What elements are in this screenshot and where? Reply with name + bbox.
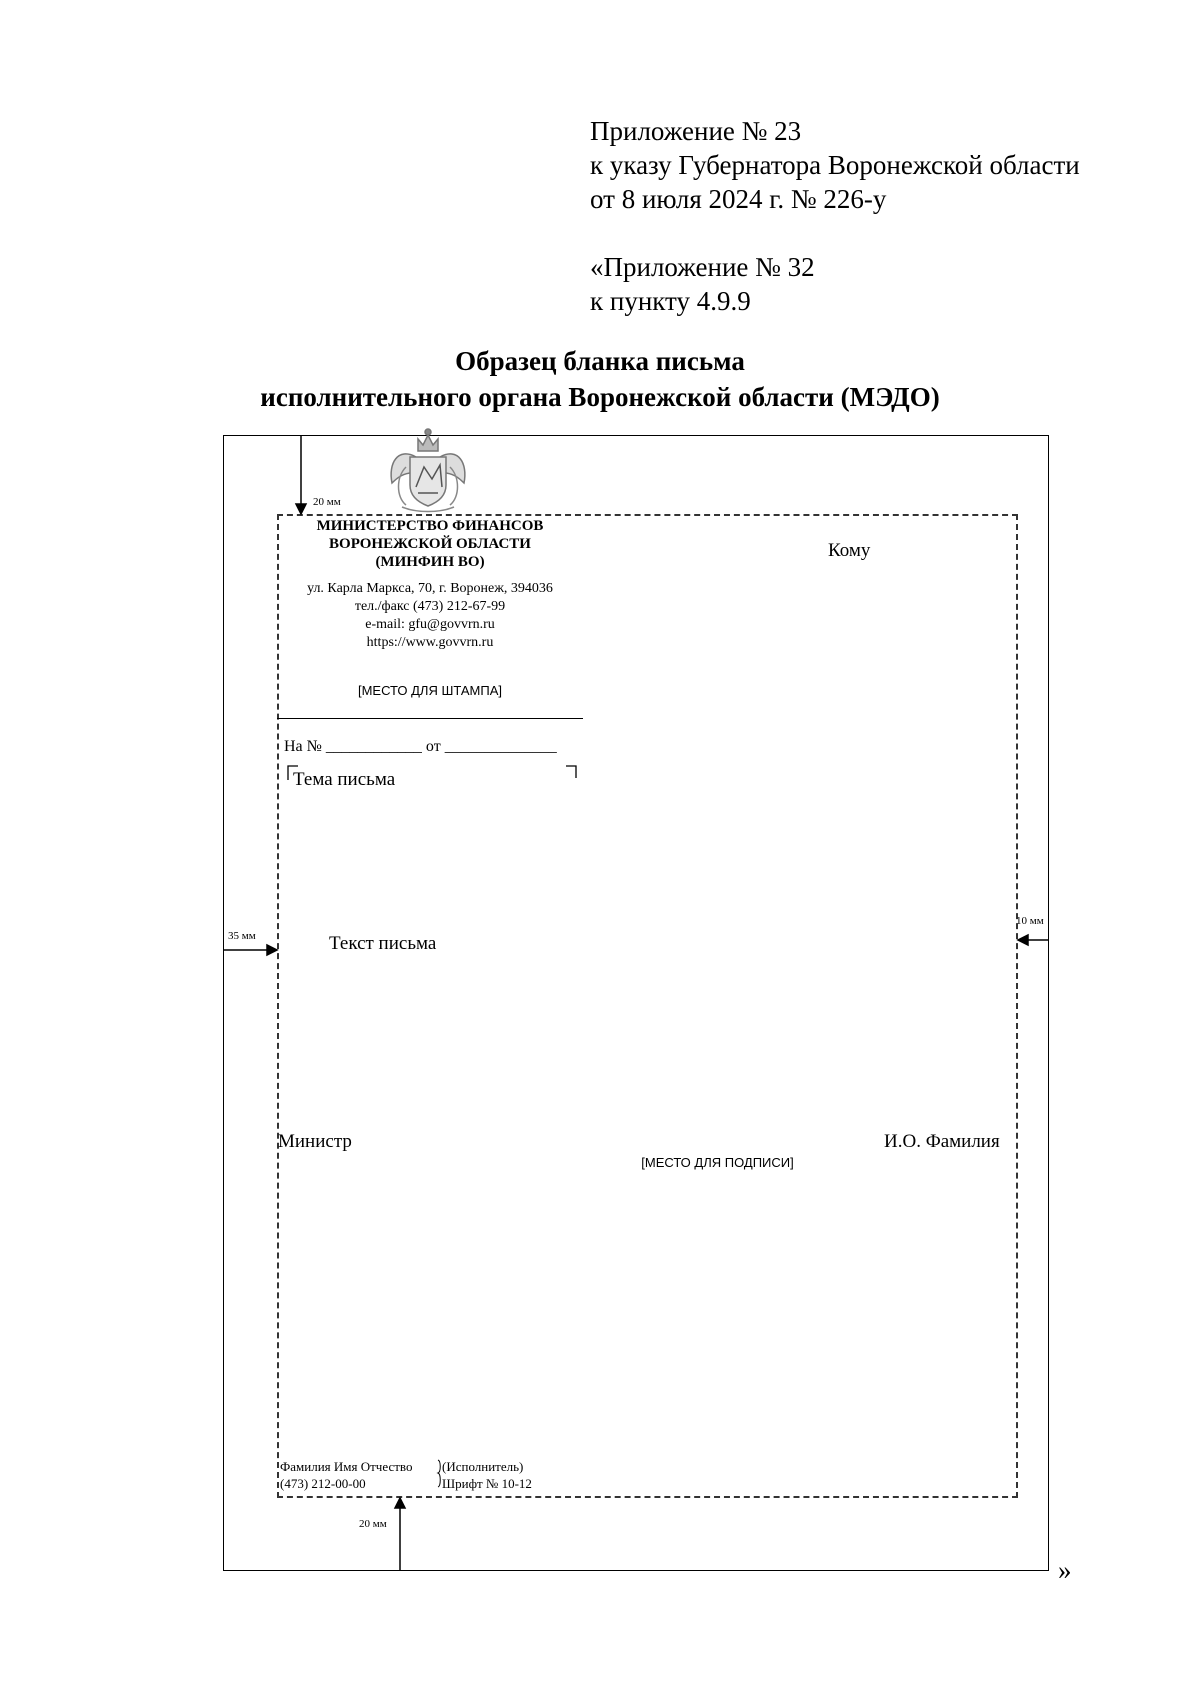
appendix-line-5: к пункту 4.9.9 [590, 286, 751, 316]
letterhead-contacts [277, 580, 583, 652]
recipient-label: Кому [828, 540, 871, 561]
appendix-line-3: от 8 июля 2024 г. № 226-у [590, 184, 887, 214]
appendix-line-4: «Приложение № 32 [590, 252, 815, 282]
closing-quote: » [1058, 1555, 1072, 1585]
dimension-bottom-label: 20 мм [359, 1518, 387, 1530]
dimension-right-label: 10 мм [1016, 915, 1044, 927]
executor-brace [438, 1460, 440, 1487]
org-phone: тел./факс (473) 212-67-99 [354, 599, 506, 614]
signer-position: Министр [278, 1131, 352, 1152]
stamp-placeholder: [МЕСТО ДЛЯ ШТАМПА] [357, 683, 503, 698]
reference-line: На № ____________ от ______________ [284, 738, 557, 755]
dimension-left-label: 35 мм [228, 930, 256, 942]
org-line-1: МИНИСТЕРСТВО ФИНАНСОВ [316, 518, 544, 534]
letter-body-text: Текст письма [329, 933, 437, 954]
executor-name: Фамилия Имя Отчество [280, 1459, 413, 1474]
letterhead-organization [277, 517, 583, 571]
org-email: e-mail: gfu@govvrn.ru [365, 617, 495, 632]
executor-phone: (473) 212-00-00 [280, 1476, 366, 1491]
dimension-right-arrow [1018, 935, 1049, 945]
letter-subject: Тема письма [293, 769, 396, 790]
signer-name: И.О. Фамилия [884, 1131, 1000, 1152]
org-address: ул. Карла Маркса, 70, г. Воронеж, 394036 [307, 581, 553, 596]
coat-of-arms-voronezh-icon [391, 429, 465, 512]
title-line-1: Образец бланка письма [455, 346, 745, 376]
executor-role-note: (Исполнитель) [442, 1459, 524, 1474]
title-line-2: исполнительного органа Воронежской области (МЭДО) [260, 382, 940, 412]
executor-font-note: Шрифт № 10-12 [442, 1476, 532, 1491]
dimension-left-arrow [223, 945, 277, 955]
org-website: https://www.govvrn.ru [366, 635, 494, 650]
letterhead-divider [277, 718, 583, 719]
dimension-top-arrow [296, 436, 306, 514]
appendix-line-1: Приложение № 23 [590, 116, 802, 146]
org-line-2: ВОРОНЕЖСКОЙ ОБЛАСТИ [329, 536, 531, 552]
dimension-top-label: 20 мм [313, 496, 341, 508]
signature-placeholder: [МЕСТО ДЛЯ ПОДПИСИ] [641, 1155, 794, 1170]
org-line-3: (МИНФИН ВО) [375, 554, 485, 570]
dimension-bottom-arrow [395, 1498, 405, 1571]
appendix-line-2: к указу Губернатора Воронежской области [590, 150, 1080, 180]
